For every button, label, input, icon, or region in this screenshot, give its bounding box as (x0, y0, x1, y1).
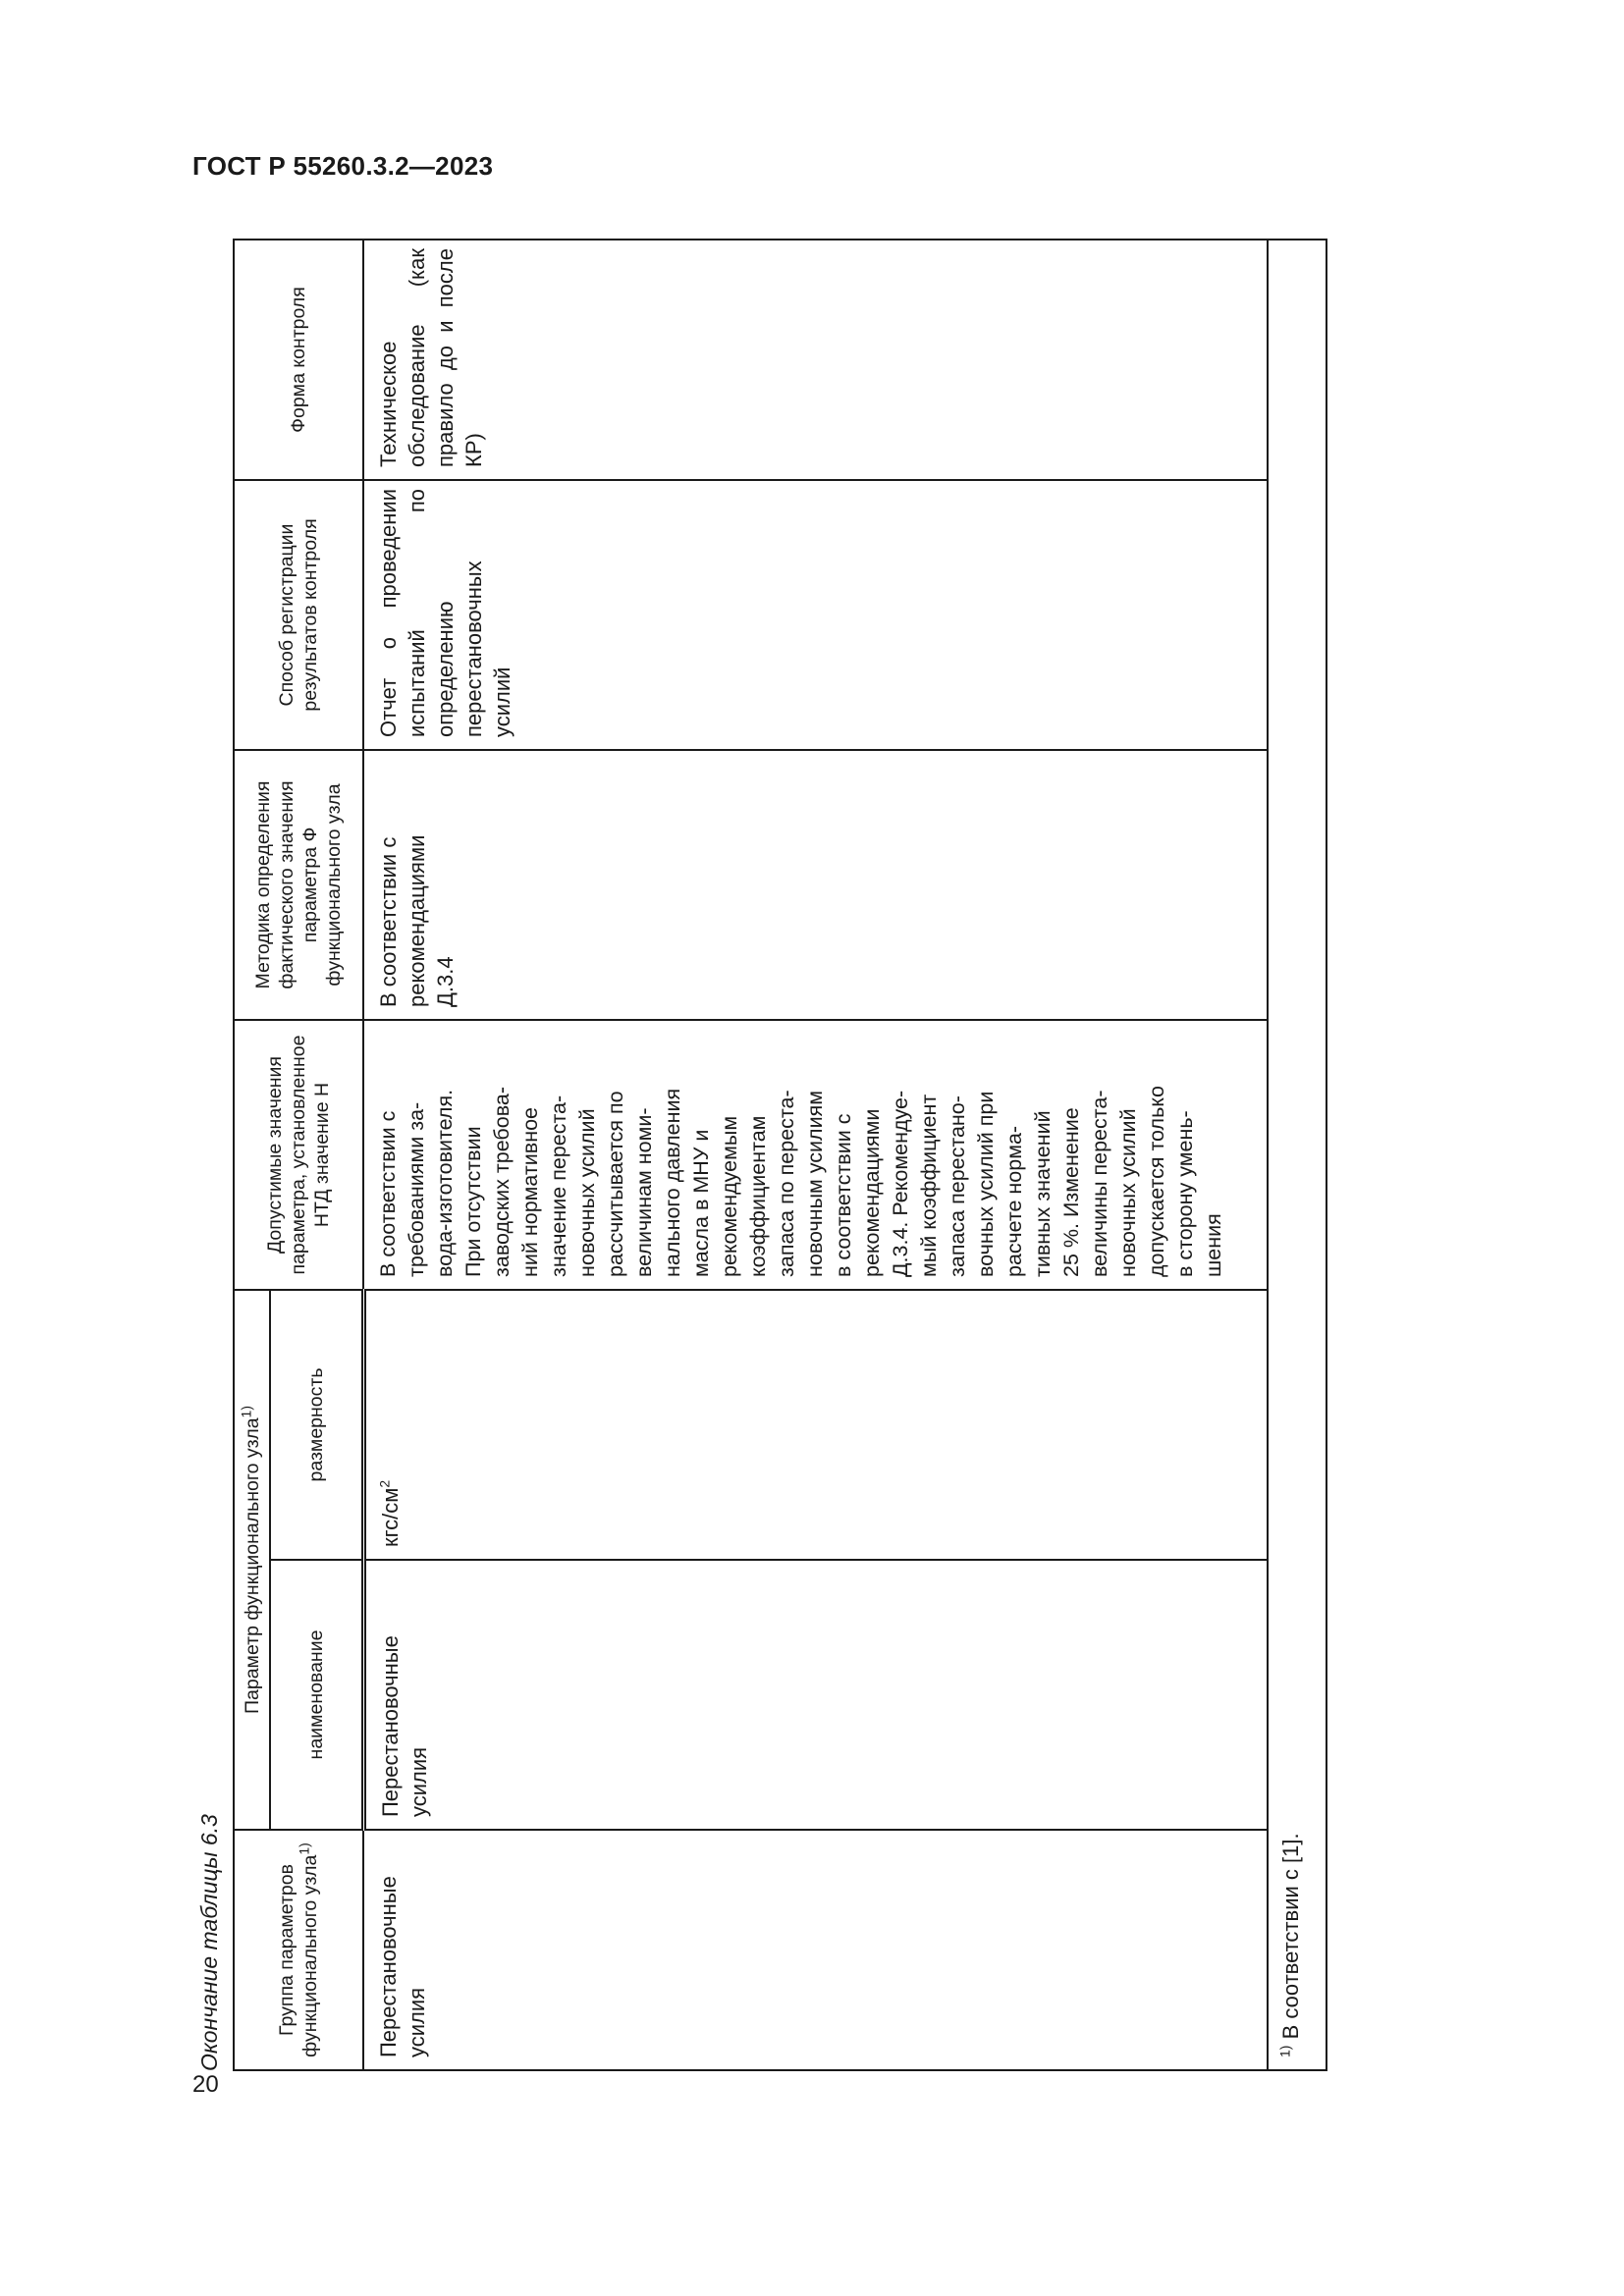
header-allowed: Допустимые значения параметра, установленное НТД значение Н (234, 1020, 363, 1290)
table-caption: Окончание таблицы 6.3 (196, 1814, 222, 2071)
cell-registration: Отчет о проведении испытаний по определению перестановочных усилий (363, 480, 1268, 750)
header-parameter-label: Параметр функционального узла (241, 1417, 263, 1714)
parameters-table (233, 239, 1327, 2071)
table-row (363, 240, 1268, 2070)
document-header: ГОСТ Р 55260.3.2—2023 (192, 151, 494, 181)
header-group-sup: 1) (296, 1842, 312, 1855)
rotated-table-block (189, 240, 1333, 2071)
cell-method: В соответствии с рекомендациями Д.3.4 (363, 750, 1268, 1020)
header-group-label: Группа параметров функционального узла (276, 1854, 322, 2057)
header-name: наименование (270, 1560, 363, 1830)
header-method: Методика определения фактического значения параметра Ф функционального узла (234, 750, 363, 1020)
page-number: 20 (192, 2071, 219, 2098)
header-group (234, 1830, 363, 2070)
footnote-text: В соответствии с [1]. (1277, 1833, 1303, 2046)
footnote-cell (1268, 240, 1326, 2070)
footnote-row (1268, 240, 1326, 2070)
header-parameter (234, 1290, 270, 1830)
header-parameter-sup: 1) (238, 1406, 254, 1418)
header-control-form: Форма контроля (234, 240, 363, 480)
cell-unit-exp: 2 (376, 1479, 393, 1488)
cell-name: Перестановочные усилия (363, 1560, 1268, 1830)
cell-unit-base: кгс/см (377, 1487, 403, 1547)
cell-control-form: Техническое обследование (как правило до и после КР) (363, 240, 1268, 480)
cell-group: Перестановочные усилия (363, 1830, 1268, 2070)
footnote-marker: 1) (1276, 2045, 1293, 2057)
header-row-top (234, 240, 270, 2070)
header-registration: Способ регистрации результатов контроля (234, 480, 363, 750)
header-unit: размерность (270, 1290, 363, 1560)
cell-unit (363, 1290, 1268, 1560)
cell-allowed: В соответствии с требованиями за- вода-изготовителя. При отсутствии заводских требова- ний нормативное значение переста- новочных усилий рассчитывается по величинам номи- нального давления масла в МНУ и рекомендуемым коэффициентам запаса по переста- новочным усилиям в соответствии с рекомендациями Д.3.4. Рекомендуе- мый коэффициент запаса перестано- вочных усилий при расчете норма- тивных значений 25 %. Изменение величины переста- новочных усилий допускается только в сторону умень- шения (363, 1020, 1268, 1290)
